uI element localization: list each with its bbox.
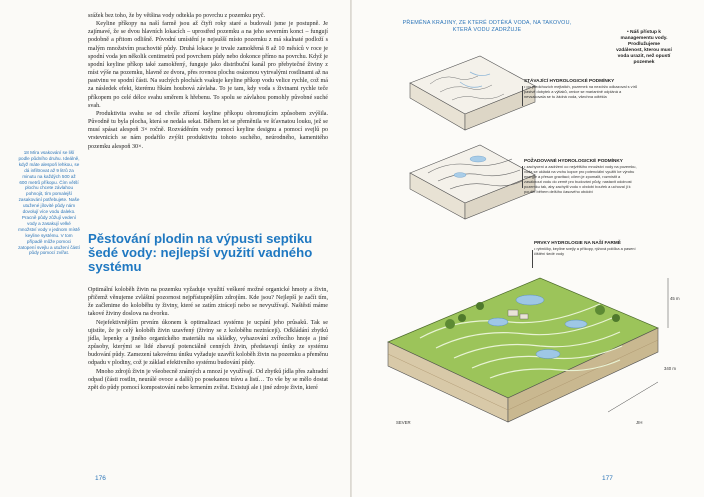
figure-title: PŘEMĚNA KRAJINY, ZE KTERÉ ODTÉKÁ VODA, NA TAKOVOU, KTERÁ VODU ZADRŽUJE <box>402 20 572 33</box>
paragraph: srážek bez toho, že by většina vody odtekla po povrchu z pozemku pryč. <box>88 13 265 19</box>
paragraph: Nejefektivnějším prvním úkonem k optimalizaci systému je ucpání jeho průsaků. Tak se ujistíte, že je celý koloběh živin uzavřený (živiny se z koloběhu neztrácejí). Odkládání zbytků jídla, lepenky a jiného organického materiálu na skládky, vyhazování zvířecího hnoje a jiné způsoby, kterými se lidé zbavují potenciálně cenných živin, představují úniky ze systému budování půdy. Zamezení takovému úniku vyžaduje uzavřít koloběh živin na pozemku a přeměnu odpadu v plodiny, což je základ efektivního systému budování půdy. <box>88 319 328 367</box>
bullet-icon: • <box>626 30 631 35</box>
caption-current: STÁVAJÍCÍ HYDROLOGICKÉ PODMÍNKY • po předchozích mejtatich, pozemek na nezdržo odkazoval s vírů pastvě dobytek a výtlaků, ornice se mariantně odpláná a nevsakovala se tu žádná voda, všechna odtékla <box>524 78 638 99</box>
dimension-length-label: 340 m <box>664 366 676 371</box>
footnote-sidebar: 18 Míra vsakování se liší podle půdního druhu. Ideálně, když máte alespoň lehkou, se dá infiltrovat až 9 litrů za minutu na každých 500 až 600 metrů příkopu. Čím větší plochu chcete závlahou pohnojit, tím pomalejší zasakování potřebujete. Naše utužené jílovité půdy nám dovolují více vodu daleko. Pracně půdy zůžují vedení vody a zasakují velké množství vody v jednom místě keyline systému. V tom případě může pomoci zatopení svejlu a utužení částí půdy pomocí zvířat. <box>18 150 80 256</box>
farm-hydrology-illustration <box>380 262 680 432</box>
body-text-top <box>88 12 328 151</box>
page-number: 176 <box>95 475 106 482</box>
caption-farm: PRVKY HYDROLOGIE NA NAŠÍ FARMĚ • rybníčky, keyline svejly a příkopy, rýžová políčka a pasení čištění šedé vody <box>534 240 636 256</box>
section-heading: Pěstování plodin na výpusti septiku šedé vody: nejlepší využití vadného systému <box>88 231 313 274</box>
leader-line <box>522 166 523 188</box>
body-text-bottom <box>88 286 328 392</box>
compass-north-label: SEVER <box>396 420 411 425</box>
caption-desired: POŽADOVANÉ HYDROLOGICKÉ PODMÍNKY • zachycení a zadržení co největšího množství vody na pozemku, voda se ukládá na vrchu kopce pro potenciální využití ke výrobu energie a přesun gravitací; cílem je zpomalit, rozmístit a zasáknout vodu do země pro budování půdy, nastavit odolnost pozemku tak, aby zachytil vodu v období bouřek a uchoval ji k použití během delšího časového období <box>524 158 637 194</box>
paragraph: Keyline příkopy na naší farmě jsou až čtyři roky staré a budovali jsme je postupně. Je zajímavé, že se dvou hlavních lokacích – uprostřed pozemku a na jeho severním konci – fungují podobně a přitom odlišně. Původní umístění je nejsušší místo pozemku z má skalnaté podloží s malým množstvím prachovité půdy. Druhá lokace je trvale zamokřená 8 až 10 měsíců v roce je spodní voda jen několik centimetrů pod povrchem půdy nebo dokonce přímo na povrchu. Když je spodní keyline příkop také zamokřený, funguje jako distribuční kanál pro přebytečné živiny z míst výše na pozemku, hlavně ze dvora, přes rovnou plochu osázenou vytrvalými rostlinami až na pastvinu ve spodní části. Na suchých plochách vsakuje keyline příkop vodu velice rychle, což má za následek efekt, kterému říkám houbová závlaha. To je tam, kdy voda s živinami rychle teče příkopem po celé délce svahu směrem k hřebenu. To spolu se závlahou pomohly půvobné suché svah. <box>88 21 328 109</box>
leader-line <box>522 86 523 106</box>
dimension-height-label: 45 m <box>670 296 680 301</box>
landscape-diagram-desired <box>400 135 540 225</box>
paragraph: Mnoho zdrojů živin je všeobecně známých a mnozí je využívají. Od zbytků jídla přes zahradní odpad (části rostlin, neurálé ovoce a další) po posekanou trávu a listí… To vše by se mělo dostat zpět do půdy pomocí kompostování nebo krmením zvířat. Existují ale i jiné zdroje živin, které <box>88 368 328 391</box>
figure-side-note: • Náš přístup k managementu vody. Prodlužujeme vzdálenost, kterou musí voda urazit, než opustí pozemek <box>616 30 672 65</box>
compass-south-label: JIH <box>636 420 643 425</box>
landscape-diagram-current <box>400 48 540 133</box>
right-page <box>352 0 704 497</box>
paragraph: Produktivita svahu se od chvíle zřízení keyline příkopu ohromujícím způsobem zvýšila. Původně tu byla plocha, která se nedala sekat. Během let se přeměnila ve šťavnatou louku, jež se musí spásat alespoň 3× ročně. Rozváděním vody pomocí keyline designu a pomocí svejlů po vrstevnicích se nám podařilo zvýšit produktivitu tohoto suchého, neúrodného, kamenitého pozemku alespoň 30×. <box>88 110 328 150</box>
page-number: 177 <box>602 475 613 482</box>
paragraph: Optimální koloběh živin na pozemku vyžaduje využití veškeré možné organické hmoty a živin, přičemž věnujeme zvláštní pozornost nejpřístupnějším zdrojům. Kde jsou? Nejlepší je začít tím, že začlenime do koloběhu ty živiny, které se zatím ztrácejí nebo se nevyužívají. Naštěstí máme takové živiny doslova na dvorku. <box>88 287 328 318</box>
left-page <box>0 0 351 497</box>
